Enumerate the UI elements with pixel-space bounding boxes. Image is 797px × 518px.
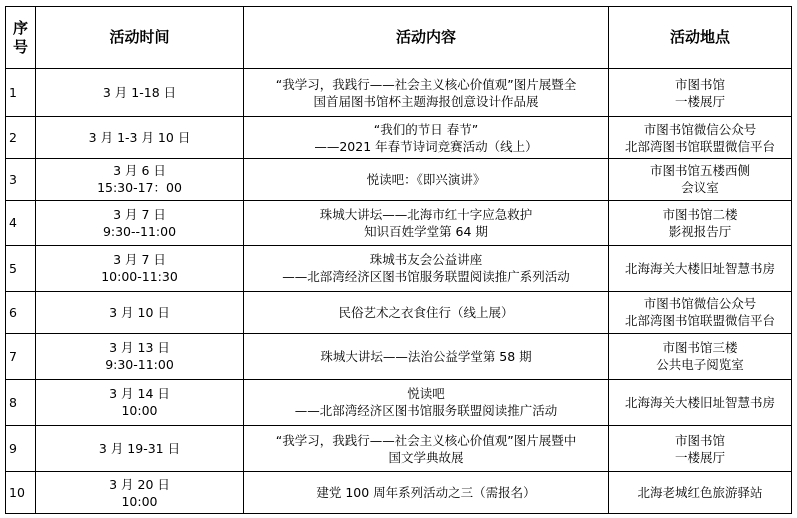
table-row: [6, 333, 792, 379]
cell-activity-time-line: 3 月 10 日: [109, 304, 170, 320]
table-row: [6, 69, 792, 117]
cell-activity-place: [609, 333, 792, 379]
cell-activity-time: [36, 117, 244, 159]
cell-serial-number: 2: [6, 117, 36, 159]
cell-activity-place-line: 公共电子阅览室: [656, 357, 744, 373]
cell-activity-place-line: 北部湾图书馆联盟微信平台: [624, 313, 775, 329]
cell-activity-content-line: “我们的节日 春节”: [373, 121, 479, 137]
cell-activity-content: [244, 159, 609, 201]
table-row: [6, 159, 792, 201]
table-header-row: [6, 7, 792, 69]
cell-activity-place-line: 市图书馆: [674, 432, 725, 448]
cell-activity-time-line: 3 月 7 日: [113, 252, 166, 268]
cell-activity-content: [244, 292, 609, 334]
cell-activity-content-line: 国首届图书馆杯主题海报创意设计作品展: [313, 93, 539, 109]
table-body: [6, 69, 792, 514]
cell-activity-place: [609, 426, 792, 472]
cell-activity-content-line: 国文学典故展: [388, 449, 464, 465]
cell-activity-place: [609, 379, 792, 425]
cell-activity-place-line: 影视报告厅: [668, 223, 732, 239]
cell-activity-time-line: 10:00-11:30: [101, 269, 178, 285]
cell-activity-time: [36, 472, 244, 514]
header-serial-number-line: 序: [12, 18, 28, 37]
cell-activity-place-line: 会议室: [681, 180, 719, 196]
table-row: [6, 472, 792, 514]
cell-activity-content-line: “我学习，我践行——社会主义核心价值观”图片展暨全: [275, 76, 577, 92]
cell-activity-content: [244, 117, 609, 159]
cell-activity-content: [244, 426, 609, 472]
cell-activity-place: [609, 117, 792, 159]
table-row: [6, 117, 792, 159]
cell-activity-content-line: 珠城大讲坛——法治公益学堂第 58 期: [320, 348, 532, 364]
cell-activity-content-line: ——北部湾经济区图书馆服务联盟阅读推广活动: [294, 403, 558, 419]
header-activity-place: 活动地点: [609, 7, 792, 69]
cell-activity-place-line: 市图书馆: [674, 76, 725, 92]
cell-activity-place-line: 市图书馆微信公众号: [643, 121, 757, 137]
cell-activity-place: [609, 200, 792, 245]
cell-activity-place-line: 北海老城红色旅游驿站: [637, 485, 763, 501]
cell-activity-place-line: 北海海关大楼旧址智慧书房: [624, 394, 775, 410]
cell-activity-time-line: 3 月 14 日: [109, 386, 170, 402]
cell-activity-content: [244, 333, 609, 379]
cell-activity-content-line: 悦读吧: [407, 386, 445, 402]
cell-activity-time-line: 10:00: [121, 493, 158, 509]
cell-activity-time-line: 10:00: [121, 403, 158, 419]
cell-activity-place-line: 市图书馆微信公众号: [643, 296, 757, 312]
cell-activity-time: [36, 379, 244, 425]
cell-activity-content: [244, 200, 609, 245]
cell-activity-time: [36, 245, 244, 291]
cell-serial-number: 5: [6, 245, 36, 291]
cell-activity-content-line: “我学习，我践行——社会主义核心价值观”图片展暨中: [275, 432, 577, 448]
table-row: [6, 200, 792, 245]
cell-activity-content-line: 民俗艺术之衣食住行（线上展）: [338, 304, 514, 320]
cell-activity-time-line: 3 月 7 日: [113, 206, 166, 222]
cell-activity-place-line: 市图书馆五楼西侧: [649, 163, 750, 179]
cell-activity-time: [36, 159, 244, 201]
cell-activity-time: [36, 69, 244, 117]
cell-activity-content: [244, 379, 609, 425]
cell-serial-number: 3: [6, 159, 36, 201]
cell-serial-number: 8: [6, 379, 36, 425]
header-serial-number: [6, 7, 36, 69]
table-row: [6, 379, 792, 425]
cell-activity-content-line: ——2021 年春节诗词竞赛活动（线上）: [314, 138, 538, 154]
cell-activity-place: [609, 69, 792, 117]
cell-activity-time-line: 9:30--11:00: [102, 223, 177, 239]
cell-activity-time-line: 3 月 20 日: [109, 476, 170, 492]
cell-activity-time-line: 3 月 6 日: [113, 163, 166, 179]
cell-serial-number: 1: [6, 69, 36, 117]
cell-activity-place-line: 市图书馆二楼: [662, 206, 738, 222]
cell-serial-number: 7: [6, 333, 36, 379]
header-activity-time: 活动时间: [36, 7, 244, 69]
cell-activity-time: [36, 333, 244, 379]
cell-activity-place: [609, 472, 792, 514]
cell-activity-content-line: 悦读吧：《即兴演讲》: [366, 171, 486, 187]
cell-serial-number: 4: [6, 200, 36, 245]
cell-serial-number: 6: [6, 292, 36, 334]
table-row: [6, 292, 792, 334]
cell-activity-time-line: 3 月 19-31 日: [98, 441, 181, 457]
cell-activity-content-line: 知识百姓学堂第 64 期: [364, 223, 488, 239]
header-serial-number-line: 号: [12, 37, 28, 56]
cell-activity-place-line: 北部湾图书馆联盟微信平台: [624, 138, 775, 154]
activity-schedule-table: [5, 6, 792, 514]
cell-activity-content: [244, 472, 609, 514]
cell-activity-content-line: ——北部湾经济区图书馆服务联盟阅读推广系列活动: [282, 269, 570, 285]
cell-activity-place: [609, 292, 792, 334]
cell-activity-content-line: 建党 100 周年系列活动之三（需报名）: [316, 485, 536, 501]
cell-activity-time-line: 3 月 13 日: [109, 340, 170, 356]
cell-activity-place: [609, 159, 792, 201]
cell-activity-place: [609, 245, 792, 291]
cell-serial-number: 9: [6, 426, 36, 472]
cell-activity-place-line: 市图书馆三楼: [662, 340, 738, 356]
cell-activity-time: [36, 200, 244, 245]
cell-activity-content: [244, 245, 609, 291]
cell-activity-place-line: 北海海关大楼旧址智慧书房: [624, 260, 775, 276]
cell-activity-content: [244, 69, 609, 117]
cell-serial-number: 10: [6, 472, 36, 514]
cell-activity-time-line: 15:30-17：00: [97, 180, 182, 196]
cell-activity-time: [36, 292, 244, 334]
cell-activity-place-line: 一楼展厅: [674, 449, 725, 465]
table-row: [6, 426, 792, 472]
cell-activity-time-line: 3 月 1-3 月 10 日: [88, 130, 191, 146]
cell-activity-place-line: 一楼展厅: [674, 93, 725, 109]
cell-activity-time: [36, 426, 244, 472]
cell-activity-content-line: 珠城大讲坛——北海市红十字应急救护: [319, 206, 533, 222]
header-activity-content: 活动内容: [244, 7, 609, 69]
table-row: [6, 245, 792, 291]
cell-activity-time-line: 3 月 1-18 日: [102, 85, 177, 101]
cell-activity-content-line: 珠城书友会公益讲座: [369, 252, 483, 268]
cell-activity-time-line: 9:30-11:00: [105, 357, 174, 373]
